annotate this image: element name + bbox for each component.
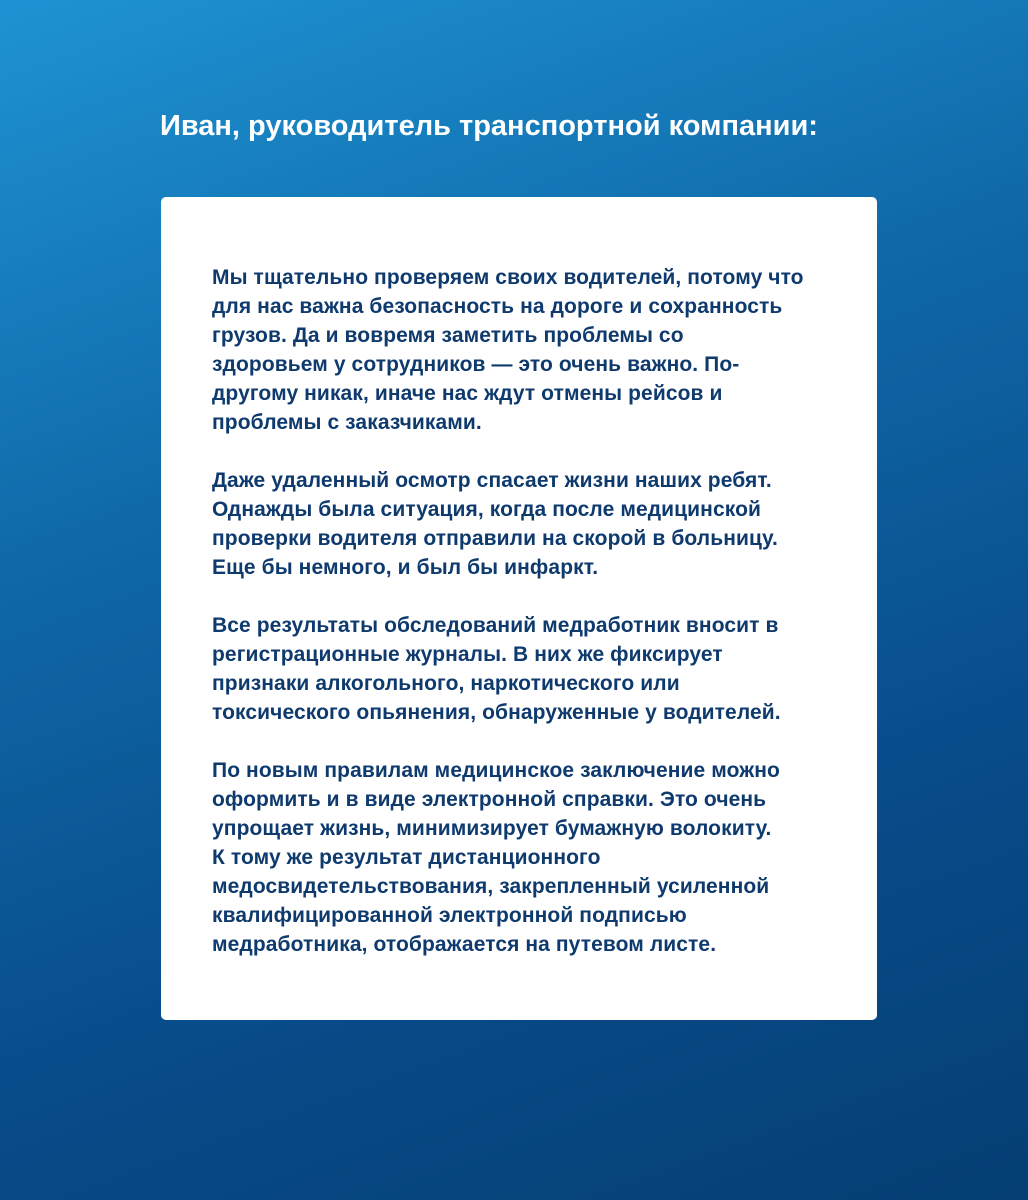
quote-paragraph: Даже удаленный осмотр спасает жизни наших ребят. Однажды была ситуация, когда после медицинской проверки водителя отправили на скорой в больницу. Еще бы немного, и был бы инфаркт.	[212, 469, 778, 579]
quote-paragraph: Мы тщательно проверяем своих водителей, потому что для нас важна безопасность на дороге и сохранность грузов. Да и вовремя заметить проблемы со здоровьем у сотрудников — это очень важно. По- другому никак, иначе нас ждут отмены рейсов и проблемы с заказчиками.	[212, 266, 804, 434]
quote-paragraph: По новым правилам медицинское заключение можно оформить и в виде электронной справки. Это очень упрощает жизнь, минимизирует бумажную волокиту. К тому же результат дистанционного медосвидетельствования, закрепленный усиленной квалифицированной электронной подписью медработника, отображается на путевом листе.	[212, 759, 780, 956]
quote-author-heading: Иван, руководитель транспортной компании:	[160, 110, 818, 142]
quote-paragraph: Все результаты обследований медработник вносит в регистрационные журналы. В них же фиксирует признаки алкогольного, наркотического или токсического опьянения, обнаруженные у водителей.	[212, 614, 781, 724]
quote-card	[161, 197, 877, 1020]
